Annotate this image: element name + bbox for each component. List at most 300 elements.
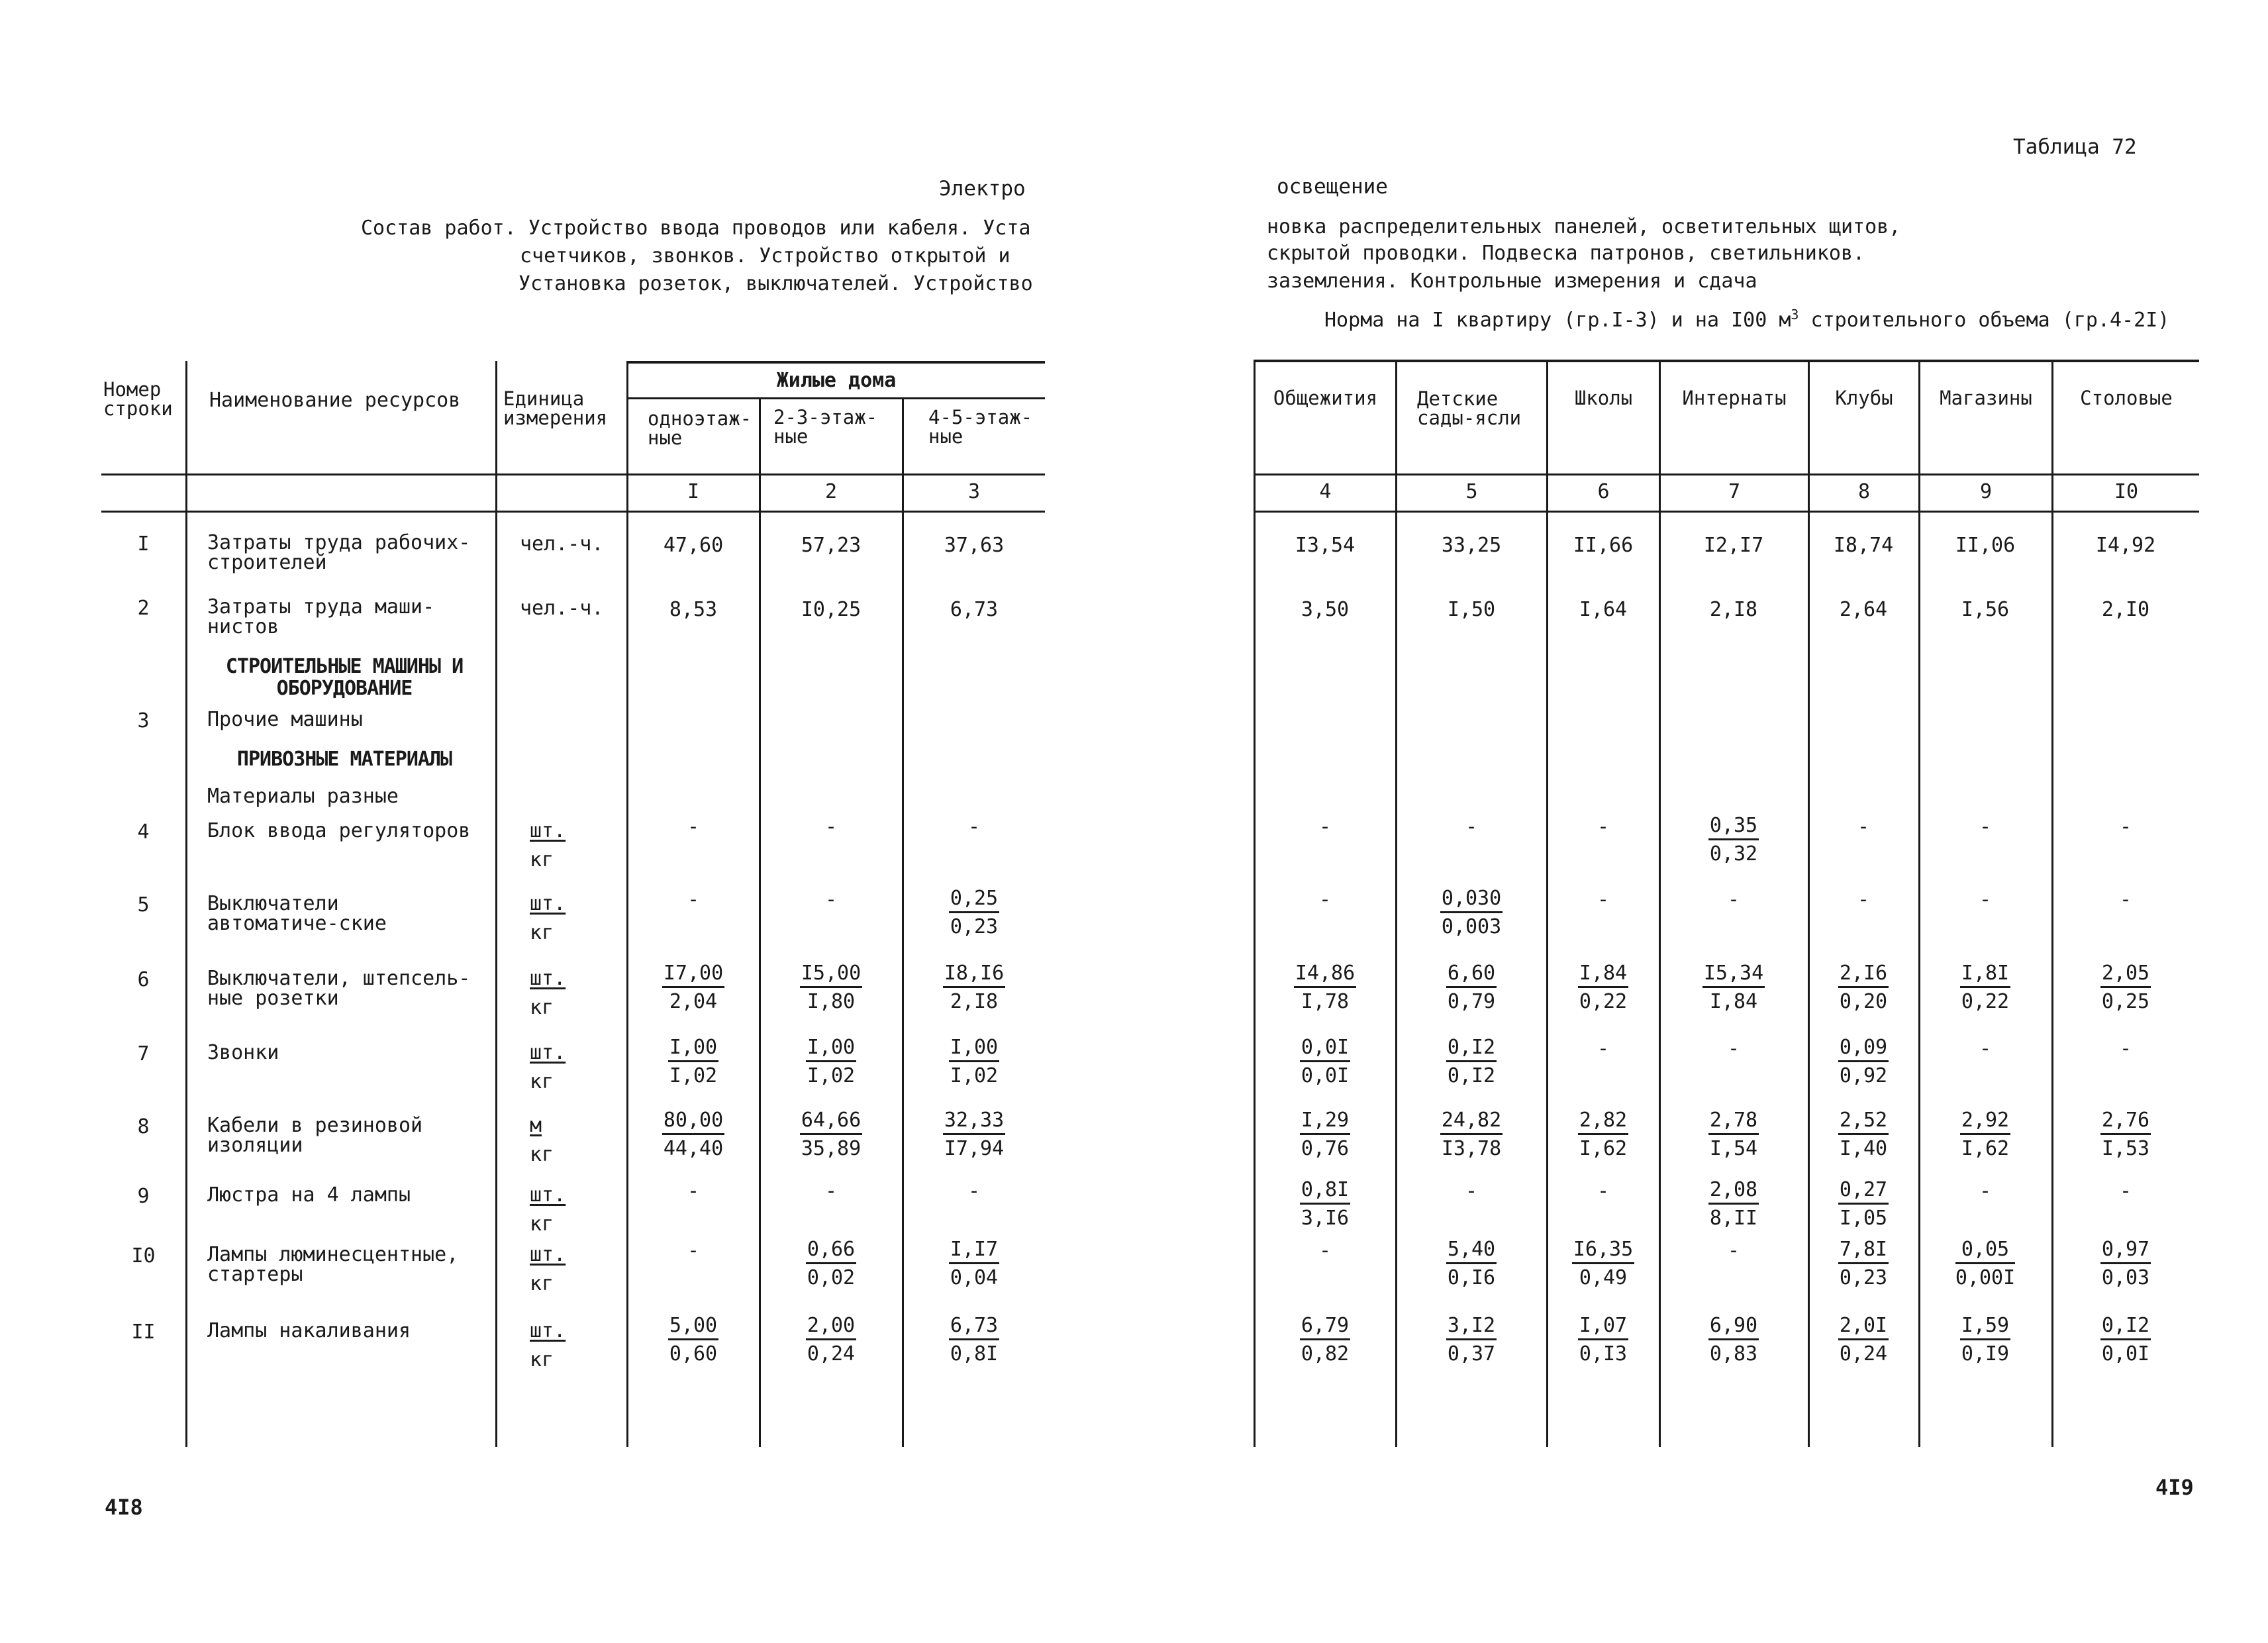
value-cell: 2,64: [1839, 598, 1888, 621]
value-cell: [908, 1035, 1040, 1088]
unit-numerator: шт.: [530, 892, 566, 915]
value-numerator: I,00: [949, 1035, 999, 1062]
column-number-3: 3: [967, 480, 981, 503]
resource-name: Затраты труда маши-нистов: [207, 595, 435, 638]
value-cell: I4,92: [2095, 534, 2156, 557]
value-fraction: [1708, 813, 1759, 866]
value-cell: [1797, 1237, 1930, 1290]
unit-denominator: кг: [530, 921, 554, 944]
value-denominator: 0,0I: [2101, 1342, 2150, 1366]
value-numerator: I,59: [1960, 1313, 2010, 1340]
value-cell: [2059, 1313, 2192, 1366]
unit-numerator: шт.: [530, 1041, 566, 1064]
norm-text-end: строительного объема (гр.4-2I): [1799, 309, 2170, 332]
value-numerator: 5,00: [668, 1313, 718, 1340]
value-fraction: [1960, 961, 2010, 1014]
value-denominator: 0,I9: [1961, 1342, 2010, 1366]
value-cell: [765, 1237, 897, 1290]
value-cell: [908, 961, 1040, 1014]
value-denominator: 0,20: [1839, 989, 1888, 1013]
value-cell: -: [1727, 1037, 1740, 1060]
column-number-7: 7: [1728, 480, 1741, 503]
value-cell: [1919, 1313, 2051, 1366]
value-numerator: I,8I: [1960, 961, 2010, 988]
value-fraction: [800, 961, 862, 1014]
unit-numerator: шт.: [530, 967, 566, 990]
value-numerator: 2,76: [2100, 1108, 2151, 1135]
value-numerator: 5,40: [1446, 1237, 1497, 1264]
value-cell: -: [687, 1179, 700, 1203]
value-fraction: [662, 1108, 724, 1161]
value-numerator: I4,86: [1294, 961, 1356, 988]
value-cell: [1537, 1237, 1669, 1290]
unit-numerator: шт.: [530, 1243, 566, 1266]
value-fraction: [2100, 1108, 2151, 1161]
value-cell: [1259, 1108, 1391, 1161]
value-denominator: I,62: [1579, 1136, 1628, 1160]
value-numerator: 0,09: [1838, 1035, 1889, 1062]
value-numerator: I,00: [806, 1035, 856, 1062]
value-denominator: 0,76: [1301, 1136, 1350, 1160]
value-cell: -: [687, 1239, 700, 1262]
value-fraction: [949, 886, 999, 939]
header-c5: Детские сады-ясли: [1417, 387, 1522, 429]
value-fraction: [806, 1035, 856, 1088]
header-c6: Школы: [1574, 387, 1633, 409]
value-fraction: [1440, 886, 1503, 939]
value-denominator: I,62: [1961, 1136, 2010, 1160]
value-denominator: 0,82: [1301, 1342, 1350, 1366]
value-denominator: 3,I6: [1301, 1206, 1350, 1230]
value-cell: -: [1597, 888, 1610, 911]
value-numerator: 0,0I: [1300, 1035, 1350, 1062]
value-cell: [1405, 1035, 1538, 1088]
value-cell: [627, 961, 760, 1014]
value-cell: [765, 1035, 897, 1088]
value-fraction: [1294, 961, 1356, 1014]
resource-name: Прочие машины: [207, 708, 363, 731]
value-numerator: I6,35: [1572, 1237, 1634, 1264]
value-numerator: 2,82: [1578, 1108, 1628, 1135]
value-denominator: I,54: [1709, 1136, 1758, 1160]
header-c1: одноэтаж-ные: [648, 407, 752, 449]
column-number-6: 6: [1597, 480, 1610, 503]
header-c2: 2-3-этаж-ные: [773, 406, 878, 448]
value-cell: -: [687, 888, 700, 911]
left-vline-5: [902, 397, 904, 1447]
value-denominator: 0,25: [2101, 989, 2150, 1013]
value-fraction: [1446, 961, 1497, 1014]
value-cell: [1667, 1177, 1800, 1230]
value-numerator: 0,35: [1708, 813, 1759, 840]
value-numerator: 0,I2: [1446, 1035, 1497, 1062]
unit-denominator: кг: [530, 1212, 554, 1236]
value-cell: [908, 1237, 1040, 1290]
value-cell: I2,I7: [1703, 534, 1764, 557]
unit-fraction: [530, 1183, 566, 1236]
value-numerator: 0,8I: [1300, 1177, 1350, 1205]
value-cell: [1797, 1035, 1930, 1088]
value-fraction: [668, 1035, 718, 1088]
value-cell: [1405, 1108, 1538, 1161]
value-denominator: 0,24: [1839, 1342, 1888, 1366]
unit-fraction: [530, 1319, 566, 1372]
column-number-8: 8: [1857, 480, 1871, 503]
header-c7: Интернаты: [1682, 387, 1787, 409]
header-row-no: Номер строки: [103, 378, 173, 420]
value-fraction: [806, 1313, 856, 1366]
value-cell: [1259, 1177, 1391, 1230]
value-cell: -: [1465, 815, 1478, 838]
value-denominator: 0,I3: [1579, 1342, 1628, 1366]
header-c10: Столовые: [2080, 387, 2173, 409]
value-cell: [1797, 1177, 1930, 1230]
value-cell: -: [1857, 888, 1870, 911]
composition-left-line-3: Установка розеток, выключателей. Устройство: [518, 272, 1033, 295]
value-cell: 47,60: [663, 534, 724, 557]
value-denominator: I,05: [1839, 1206, 1888, 1230]
value-fraction: [1838, 1177, 1889, 1230]
value-denominator: 0,23: [950, 915, 999, 938]
value-cell: -: [2119, 1179, 2132, 1203]
row-number: 4: [137, 821, 150, 844]
value-numerator: I,07: [1578, 1313, 1628, 1340]
value-numerator: 0,I2: [2100, 1313, 2151, 1340]
value-denominator: I3,78: [1441, 1136, 1502, 1160]
value-cell: [1797, 961, 1930, 1014]
resource-name: Кабели в резиновой изоляции: [207, 1114, 423, 1157]
value-denominator: 0,22: [1961, 989, 2010, 1013]
composition-right-line-2: скрытой проводки. Подвеска патронов, светильников.: [1267, 242, 1865, 265]
value-fraction: [1578, 961, 1628, 1014]
value-fraction: [662, 961, 724, 1014]
value-numerator: I,00: [668, 1035, 718, 1062]
row-number: 7: [137, 1042, 150, 1066]
value-denominator: 0,I2: [1447, 1064, 1496, 1087]
value-cell: -: [1979, 815, 1992, 838]
value-numerator: 2,0I: [1838, 1313, 1889, 1340]
value-fraction: [949, 1237, 999, 1290]
subsection-heading: Материалы разные: [207, 785, 399, 808]
value-fraction: [1838, 1313, 1889, 1366]
value-cell: -: [967, 1179, 981, 1203]
value-fraction: [1300, 1108, 1350, 1161]
value-cell: 6,73: [950, 598, 999, 621]
header-c8: Клубы: [1835, 387, 1893, 409]
value-denominator: 0,0I: [1301, 1064, 1350, 1087]
page-number-right: 4I9: [2155, 1475, 2194, 1500]
value-cell: -: [1597, 1179, 1610, 1203]
norm-text: Норма на I квартиру (гр.I-3) и на I00 м: [1324, 309, 1791, 332]
row-number: II: [131, 1320, 156, 1344]
resource-name: Лампы накаливания: [207, 1319, 411, 1342]
unit-fraction: [530, 891, 566, 945]
unit-denominator: кг: [530, 1348, 554, 1371]
value-numerator: 7,8I: [1838, 1237, 1889, 1264]
value-fraction: [1578, 1313, 1628, 1366]
header-c9: Магазины: [1940, 387, 2032, 409]
value-cell: 8,53: [669, 598, 718, 621]
value-cell: [908, 1313, 1040, 1366]
unit-numerator: шт.: [530, 819, 566, 842]
value-denominator: I,80: [807, 989, 856, 1013]
value-fraction: [1708, 1177, 1759, 1230]
unit-denominator: кг: [530, 995, 554, 1019]
composition-right-line-3: заземления. Контрольные измерения и сдача: [1267, 270, 1757, 293]
value-numerator: 80,00: [662, 1108, 724, 1135]
value-cell: 57,23: [801, 534, 862, 557]
value-cell: -: [2119, 815, 2132, 838]
value-denominator: 2,04: [669, 989, 718, 1013]
value-cell: -: [1597, 1037, 1610, 1060]
value-denominator: 0,8I: [950, 1342, 999, 1366]
value-fraction: [1955, 1237, 2015, 1290]
left-group-rule: [628, 397, 1045, 399]
value-denominator: 35,89: [801, 1136, 862, 1160]
value-fraction: [1960, 1108, 2010, 1161]
value-denominator: 0,49: [1579, 1266, 1628, 1289]
value-cell: [1259, 961, 1391, 1014]
value-cell: -: [1857, 815, 1870, 838]
header-unit: Единица измерения: [503, 387, 608, 429]
value-cell: 33,25: [1441, 534, 1502, 557]
value-cell: II,66: [1573, 534, 1634, 557]
unit-denominator: кг: [530, 1271, 554, 1295]
value-fraction: [1702, 961, 1765, 1014]
value-denominator: 0,37: [1447, 1342, 1496, 1366]
value-numerator: 0,27: [1838, 1177, 1889, 1205]
value-cell: II,06: [1955, 534, 2016, 557]
value-denominator: 0,04: [950, 1266, 999, 1289]
value-fraction: [1578, 1108, 1628, 1161]
row-number: 2: [137, 597, 150, 620]
value-cell: 3,50: [1301, 598, 1350, 621]
value-cell: 2,I0: [2101, 598, 2150, 621]
value-fraction: [1838, 1108, 1889, 1161]
value-cell: [627, 1108, 760, 1161]
value-numerator: 64,66: [800, 1108, 862, 1135]
value-numerator: 24,82: [1440, 1108, 1503, 1135]
value-numerator: 2,52: [1838, 1108, 1889, 1135]
value-cell: [1667, 813, 1800, 866]
value-numerator: 0,25: [949, 886, 999, 913]
value-denominator: 0,92: [1839, 1064, 1888, 1087]
value-denominator: I7,94: [944, 1136, 1005, 1160]
value-fraction: [800, 1108, 862, 1161]
value-cell: [1919, 1108, 2051, 1161]
value-numerator: 2,I6: [1838, 961, 1889, 988]
value-cell: -: [1318, 1239, 1332, 1262]
value-denominator: 0,60: [669, 1342, 718, 1366]
value-numerator: 2,05: [2100, 961, 2151, 988]
value-denominator: I,40: [1839, 1136, 1888, 1160]
value-cell: -: [1979, 1179, 1992, 1203]
column-number-1: I: [687, 480, 700, 503]
value-cell: -: [1318, 815, 1332, 838]
value-fraction: [1708, 1108, 1759, 1161]
row-number: 9: [137, 1185, 150, 1208]
left-top-rule: [628, 361, 1045, 364]
row-number: 3: [137, 709, 150, 732]
resource-name: Блок ввода регуляторов: [207, 819, 471, 842]
row-number: 6: [137, 968, 150, 991]
value-cell: -: [824, 888, 838, 911]
unit-numerator: м: [530, 1114, 542, 1137]
header-c4: Общежития: [1273, 387, 1378, 409]
value-cell: [627, 1035, 760, 1088]
value-cell: -: [824, 1179, 838, 1203]
value-numerator: I5,34: [1702, 961, 1765, 988]
value-cell: [1405, 1237, 1538, 1290]
unit-fraction: [530, 819, 566, 872]
value-numerator: I8,I6: [943, 961, 1005, 988]
value-cell: -: [1979, 1037, 1992, 1060]
value-numerator: 2,08: [1708, 1177, 1759, 1205]
column-number-9: 9: [1979, 480, 1993, 503]
section-heading: ПРИВОЗНЫЕ МАТЕРИАЛЫ: [236, 748, 452, 771]
resource-name: Звонки: [207, 1041, 279, 1064]
value-numerator: I,I7: [949, 1237, 999, 1264]
value-cell: [2059, 1237, 2192, 1290]
value-fraction: [949, 1313, 999, 1366]
value-denominator: 2,I8: [950, 989, 999, 1013]
value-cell: [765, 1108, 897, 1161]
value-cell: -: [1318, 888, 1332, 911]
value-denominator: 0,24: [807, 1342, 856, 1366]
table-label: Таблица 72: [2013, 135, 2137, 159]
unit-fraction: [530, 1040, 566, 1094]
value-denominator: 0,22: [1579, 989, 1628, 1013]
value-cell: [627, 1313, 760, 1366]
value-fraction: [1446, 1035, 1497, 1088]
composition-left-line-2: счетчиков, звонков. Устройство открытой и: [520, 244, 1011, 268]
value-denominator: 0,03: [2101, 1266, 2150, 1289]
unit-fraction: [530, 1113, 554, 1167]
column-number-10: I0: [2114, 480, 2139, 503]
value-numerator: 0,66: [806, 1237, 856, 1264]
value-cell: [908, 1108, 1040, 1161]
value-cell: [1667, 961, 1800, 1014]
value-cell: [1537, 961, 1669, 1014]
value-cell: [908, 886, 1040, 939]
value-cell: [1919, 961, 2051, 1014]
right-vline-1: [1395, 360, 1397, 1447]
header-c3: 4-5-этаж-ные: [928, 406, 1033, 448]
value-denominator: I,78: [1301, 989, 1350, 1013]
column-number-4: 4: [1319, 480, 1332, 503]
value-cell: -: [1597, 815, 1610, 838]
value-cell: -: [2119, 888, 2132, 911]
header-resource: Наименование ресурсов: [209, 389, 461, 412]
value-numerator: 6,90: [1708, 1313, 1759, 1340]
left-vline-2: [495, 361, 497, 1447]
value-fraction: [1300, 1035, 1350, 1088]
header-group: Жилые дома: [776, 369, 897, 392]
value-fraction: [943, 961, 1005, 1014]
value-denominator: I,02: [807, 1064, 856, 1087]
right-vline-0: [1254, 360, 1256, 1447]
value-cell: -: [1727, 1239, 1740, 1262]
value-cell: [2059, 961, 2192, 1014]
value-fraction: [1300, 1177, 1350, 1230]
unit-numerator: шт.: [530, 1183, 566, 1207]
value-denominator: 0,23: [1839, 1266, 1888, 1289]
value-cell: -: [824, 815, 838, 838]
value-denominator: 0,I6: [1447, 1266, 1496, 1289]
value-numerator: I7,00: [662, 961, 724, 988]
value-fraction: [668, 1313, 718, 1366]
title-left: Электро: [939, 177, 1026, 201]
value-cell: [1405, 1313, 1538, 1366]
value-cell: [1797, 1313, 1930, 1366]
value-cell: [2059, 1108, 2192, 1161]
section-heading: СТРОИТЕЛЬНЫЕ МАШИНЫ И ОБОРУДОВАНИЕ: [225, 655, 464, 700]
left-vline-1: [185, 361, 187, 1447]
value-cell: -: [1727, 888, 1740, 911]
value-denominator: 0,83: [1709, 1342, 1758, 1366]
value-denominator: I,53: [2101, 1136, 2150, 1160]
value-fraction: [2100, 961, 2151, 1014]
value-fraction: [1440, 1108, 1503, 1161]
value-cell: [1919, 1237, 2051, 1290]
value-cell: -: [967, 815, 981, 838]
value-fraction: [1446, 1237, 1497, 1290]
column-number-2: 2: [824, 480, 838, 503]
unit: чел.-ч.: [520, 597, 604, 620]
value-numerator: 6,79: [1300, 1313, 1350, 1340]
value-cell: [1537, 1313, 1669, 1366]
value-cell: [1797, 1108, 1930, 1161]
unit-fraction: [530, 1242, 566, 1296]
title-right: освещение: [1277, 175, 1388, 199]
value-numerator: 2,78: [1708, 1108, 1759, 1135]
value-cell: [1405, 961, 1538, 1014]
value-cell: [765, 961, 897, 1014]
norm-line: [1324, 307, 2169, 332]
value-fraction: [1838, 961, 1889, 1014]
row-number: 5: [137, 893, 150, 917]
value-cell: [1537, 1108, 1669, 1161]
row-number: 8: [137, 1115, 150, 1138]
value-denominator: 0,003: [1441, 915, 1502, 938]
value-numerator: 3,I2: [1446, 1313, 1497, 1340]
value-numerator: I,84: [1578, 961, 1628, 988]
value-fraction: [943, 1108, 1005, 1161]
value-fraction: [1446, 1313, 1497, 1366]
unit-numerator: шт.: [530, 1319, 566, 1342]
right-vline-6: [2051, 360, 2053, 1447]
value-cell: -: [687, 815, 700, 838]
value-cell: [1667, 1313, 1800, 1366]
value-numerator: 2,92: [1960, 1108, 2010, 1135]
row-number: I0: [131, 1244, 156, 1268]
value-numerator: 6,60: [1446, 961, 1497, 988]
value-cell: [765, 1313, 897, 1366]
unit: чел.-ч.: [520, 532, 604, 556]
value-numerator: 0,97: [2100, 1237, 2151, 1264]
resource-name: Люстра на 4 лампы: [207, 1183, 411, 1207]
value-fraction: [1838, 1237, 1889, 1290]
value-fraction: [1572, 1237, 1634, 1290]
unit-denominator: кг: [530, 1142, 554, 1166]
resource-name: Лампы люминесцентные, стартеры: [207, 1243, 459, 1286]
value-numerator: 2,00: [806, 1313, 856, 1340]
resource-name: Выключатели, штепсель-ные розетки: [207, 967, 471, 1010]
value-cell: I0,25: [801, 598, 862, 621]
value-fraction: [1838, 1035, 1889, 1088]
unit-denominator: кг: [530, 1070, 554, 1093]
value-fraction: [1960, 1313, 2010, 1366]
